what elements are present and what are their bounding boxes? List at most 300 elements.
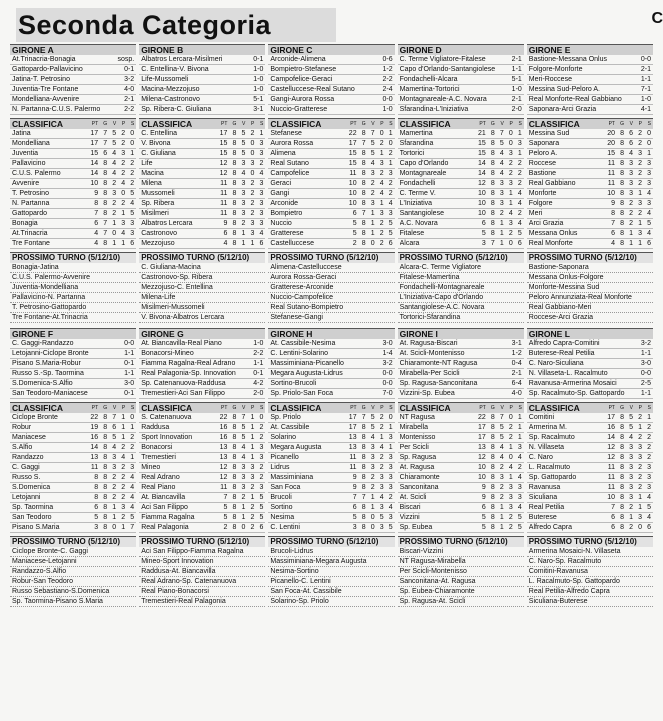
next-match: C. Giuliana-Macina	[139, 263, 265, 273]
stat-value: 3	[638, 514, 642, 521]
standing-row	[268, 463, 394, 473]
result-row	[268, 105, 394, 115]
standing-row	[139, 443, 265, 453]
match-score: 1-0	[253, 76, 264, 83]
team-name: Brucoli	[270, 494, 292, 501]
next-match: Sanconitana-At. Ragusa	[398, 577, 524, 587]
stat-value: 2	[112, 200, 117, 207]
standing-row	[527, 503, 653, 513]
team-name: Maniacese	[12, 434, 46, 441]
stat-value: 2	[638, 464, 642, 471]
stat-value: 8	[620, 424, 624, 431]
stat-value: 8	[103, 464, 108, 471]
stat-value: 0	[508, 130, 513, 137]
standing-row	[268, 453, 394, 463]
stat-value: 1	[250, 240, 255, 247]
column-header: PT	[221, 405, 228, 411]
standing-row	[527, 159, 653, 169]
standing-row	[139, 433, 265, 443]
column-header: P	[121, 405, 126, 411]
stat-value: 4	[647, 210, 651, 217]
match-score: 0-1	[253, 56, 264, 63]
stat-value: 8	[490, 454, 495, 461]
stat-value: 8	[232, 434, 237, 441]
stat-value: 8	[232, 240, 237, 247]
stat-value: 3	[250, 464, 255, 471]
stat-value: 9	[94, 190, 99, 197]
stat-value: 8	[490, 150, 495, 157]
stat-value: 2	[121, 160, 126, 167]
standing-row	[398, 443, 524, 453]
stat-value: 4	[130, 474, 135, 481]
stat-value: 1	[379, 150, 384, 157]
next-match: San Foca-At. Cassibile	[268, 587, 394, 597]
standing-row	[10, 453, 136, 463]
match-score: 2-1	[511, 56, 522, 63]
result-row	[398, 75, 524, 85]
stat-value: 10	[607, 190, 615, 197]
stat-value: 5	[517, 514, 522, 521]
team-name: Tre Fontane	[12, 240, 50, 247]
stat-value: 2	[370, 180, 375, 187]
edge-letter: C	[651, 10, 663, 27]
stat-value: 3	[638, 230, 642, 237]
match-score: 3-0	[640, 360, 651, 367]
match-score: 0-0	[382, 96, 393, 103]
team-name: Monforte	[528, 190, 557, 197]
stat-value: 3	[370, 200, 375, 207]
stat-value: 0	[130, 414, 135, 421]
column-header: V	[242, 121, 246, 127]
match-score: 3-1	[253, 106, 264, 113]
next-match: Sp. Eubea-Chiaramonte	[398, 587, 524, 597]
result-row	[398, 389, 524, 399]
stat-value: 3	[517, 444, 522, 451]
standing-row	[10, 239, 136, 249]
match-name: C. Naro-Siculiana	[528, 360, 584, 367]
stat-value: 8	[103, 504, 108, 511]
stat-value: 2	[259, 424, 264, 431]
stat-value: 3	[259, 150, 264, 157]
team-name: At. Biancavilla	[141, 494, 186, 501]
stat-value: 6	[352, 504, 357, 511]
next-match: Bastione-Saponara	[527, 263, 653, 273]
stat-value: 2	[508, 230, 513, 237]
match-name: At. Biancavilla-Real Piano	[141, 340, 222, 347]
stat-value: 2	[379, 140, 384, 147]
stat-value: 14	[478, 170, 486, 177]
girone-header: GIRONE B	[139, 44, 265, 55]
match-score: 0-0	[382, 380, 393, 387]
next-match: Maniacese-Letojanni	[10, 557, 136, 567]
column-header: P	[380, 405, 384, 411]
prossimo-header: PROSSIMO TURNO (5/12/10)	[398, 536, 524, 547]
stat-value: 8	[361, 240, 366, 247]
girone-block	[139, 328, 265, 607]
stat-value: 5	[352, 220, 357, 227]
stat-value: 5	[629, 424, 633, 431]
match-score: 0-4	[511, 360, 522, 367]
result-row	[398, 369, 524, 379]
stat-value: 2	[223, 524, 228, 531]
match-name: At. Scicli-Montenisso	[399, 350, 465, 357]
stat-value: 2	[130, 180, 135, 187]
stat-value: 8	[103, 454, 108, 461]
team-name: Pallavicino	[12, 160, 46, 167]
stat-value: 13	[219, 444, 228, 451]
stat-value: 4	[112, 150, 117, 157]
stat-value: 3	[647, 474, 651, 481]
standing-row	[268, 209, 394, 219]
stat-value: 8	[361, 130, 366, 137]
standing-row	[527, 443, 653, 453]
stat-value: 4	[241, 444, 246, 451]
stat-value: 17	[348, 414, 357, 421]
stat-value: 4	[130, 484, 135, 491]
standing-row	[398, 513, 524, 523]
stat-value: 4	[259, 230, 264, 237]
prossimo-header: PROSSIMO TURNO (5/12/10)	[268, 536, 394, 547]
team-name: Tremestieri	[141, 454, 176, 461]
stat-value: 3	[629, 494, 633, 501]
stat-value: 3	[388, 474, 393, 481]
match-name: Milena-Castronovo	[141, 96, 200, 103]
stat-value: 5	[370, 150, 375, 157]
column-header: S	[130, 121, 135, 127]
team-name: Armerina M.	[528, 424, 567, 431]
stat-value: 2	[121, 484, 126, 491]
standing-row	[139, 413, 265, 423]
column-header: V	[629, 405, 633, 411]
result-row	[268, 379, 394, 389]
stat-value: 1	[499, 504, 504, 511]
stat-value: 3	[638, 454, 642, 461]
team-name: Sanconitana	[399, 484, 439, 491]
classifica-columns	[477, 403, 522, 413]
stat-value: 4	[647, 230, 651, 237]
stat-value: 3	[647, 484, 651, 491]
stat-value: 8	[103, 474, 108, 481]
column-header: V	[629, 121, 633, 127]
match-name: Real Monforte-Real Gabbiano	[528, 96, 622, 103]
stat-value: 3	[499, 200, 504, 207]
stat-value: 10	[348, 180, 357, 187]
stat-value: 6	[94, 220, 99, 227]
result-row	[268, 369, 394, 379]
stat-value: 3	[508, 484, 513, 491]
stat-value: 1	[508, 474, 513, 481]
stat-value: 17	[478, 434, 486, 441]
classifica-columns	[218, 403, 263, 413]
stat-value: 8	[620, 464, 624, 471]
stat-value: 3	[388, 514, 393, 521]
stat-value: 5	[629, 414, 633, 421]
stat-value: 2	[647, 444, 651, 451]
team-name: Sp. Ragusa	[399, 454, 437, 461]
classifica-header	[268, 402, 394, 413]
stat-value: 8	[94, 200, 99, 207]
match-name: Fiamma Ragalna-Real Adrano	[141, 360, 236, 367]
match-score: 1-1	[253, 360, 264, 367]
column-header: G	[103, 405, 108, 411]
stat-value: 3	[647, 464, 651, 471]
stat-value: 2	[638, 130, 642, 137]
team-name: Per Scicli	[399, 444, 429, 451]
stat-value: 2	[370, 484, 375, 491]
match-name: S.Domenica-S.Alfio	[12, 380, 73, 387]
standing-row	[527, 179, 653, 189]
classifica-header	[139, 402, 265, 413]
match-score: 1-4	[382, 350, 393, 357]
next-match: Randazzo-S.Alfio	[10, 567, 136, 577]
column-header: G	[232, 405, 237, 411]
match-score: 5-1	[253, 96, 264, 103]
standing-row	[527, 219, 653, 229]
next-match: Real Petilia-Alfredo Capra	[527, 587, 653, 597]
stat-value: 5	[130, 210, 135, 217]
stat-value: 11	[349, 454, 357, 461]
team-name: N. Partanna	[12, 200, 50, 207]
standing-row	[398, 129, 524, 139]
next-match: Aurora Rossa-Geraci	[268, 273, 394, 283]
stat-value: 4	[517, 504, 522, 511]
stat-value: 7	[361, 494, 366, 501]
stat-value: 8	[490, 210, 495, 217]
stat-value: 3	[629, 160, 633, 167]
stat-value: 14	[90, 160, 99, 167]
standing-row	[398, 413, 524, 423]
stat-value: 8	[620, 414, 624, 421]
stat-value: 3	[499, 474, 504, 481]
standing-row	[10, 169, 136, 179]
next-match: Real Gabbiano-Meri	[527, 303, 653, 313]
stat-value: 5	[94, 514, 99, 521]
stat-value: 3	[638, 150, 642, 157]
match-score: 0-0	[124, 340, 135, 347]
stat-value: 0	[112, 524, 117, 531]
stat-value: 8	[361, 434, 366, 441]
team-name: Gratterese	[270, 230, 304, 237]
stat-value: 8	[620, 494, 624, 501]
team-name: Saponara	[528, 140, 560, 147]
stat-value: 6	[112, 424, 117, 431]
stat-value: 6	[103, 150, 108, 157]
stat-value: 13	[478, 444, 486, 451]
stat-value: 4	[241, 170, 246, 177]
stat-value: 2	[130, 170, 135, 177]
stat-value: 1	[638, 424, 642, 431]
stat-value: 3	[647, 170, 651, 177]
stat-value: 8	[361, 484, 366, 491]
standing-row	[398, 453, 524, 463]
result-row	[10, 359, 136, 369]
stat-value: 1	[112, 220, 117, 227]
standing-row	[398, 483, 524, 493]
team-name: C. Giuliana	[141, 150, 176, 157]
stat-value: 5	[499, 140, 504, 147]
stat-value: 5	[370, 140, 375, 147]
stat-value: 8	[232, 424, 237, 431]
column-header: V	[242, 405, 246, 411]
stat-value: 12	[478, 180, 486, 187]
result-row	[527, 95, 653, 105]
match-score: 5-1	[511, 76, 522, 83]
stat-value: 8	[490, 190, 495, 197]
result-row	[527, 339, 653, 349]
standing-row	[10, 209, 136, 219]
stat-value: 2	[517, 160, 522, 167]
stat-value: 3	[241, 474, 246, 481]
standing-row	[527, 189, 653, 199]
result-row	[10, 339, 136, 349]
classifica-label: CLASSIFICA	[12, 403, 63, 413]
stat-value: 0	[121, 190, 126, 197]
stat-value: 3	[388, 484, 393, 491]
standing-row	[268, 433, 394, 443]
result-row	[527, 389, 653, 399]
match-name: C. Entellina-V. Bivona	[141, 66, 209, 73]
match-score: 1-0	[382, 106, 393, 113]
column-header: P	[251, 121, 255, 127]
stat-value: 8	[490, 514, 495, 521]
stat-value: 5	[112, 434, 117, 441]
team-name: Meri	[528, 210, 543, 217]
team-name: NT Ragusa	[399, 414, 435, 421]
match-score: 3-2	[640, 340, 651, 347]
result-row	[398, 65, 524, 75]
stat-value: 8	[103, 514, 108, 521]
stat-value: 3	[647, 200, 651, 207]
team-name: Megara Augusta	[270, 444, 322, 451]
result-row	[10, 349, 136, 359]
match-score: 2-0	[253, 390, 264, 397]
stat-value: 3	[638, 444, 642, 451]
stat-value: 1	[121, 424, 126, 431]
stat-value: 11	[220, 180, 228, 187]
stat-value: 0	[370, 514, 375, 521]
standing-row	[527, 523, 653, 533]
stat-value: 6	[223, 230, 228, 237]
stat-value: 1	[638, 504, 642, 511]
stat-value: 9	[481, 484, 486, 491]
match-name: At.Trinacria-Bonagia	[12, 56, 76, 63]
stat-value: 5	[259, 494, 264, 501]
team-name: At. Scicli	[399, 494, 427, 501]
result-row	[268, 95, 394, 105]
stat-value: 2	[352, 240, 357, 247]
match-score: 2-2	[124, 106, 135, 113]
stat-value: 3	[508, 150, 513, 157]
stat-value: 5	[352, 514, 357, 521]
stat-value: 0	[250, 150, 255, 157]
team-name: Messana Onlus	[528, 230, 578, 237]
stat-value: 3	[481, 240, 486, 247]
standing-row	[139, 199, 265, 209]
stat-value: 2	[499, 464, 504, 471]
stat-value: 7	[241, 414, 246, 421]
stat-value: 8	[232, 190, 237, 197]
stat-value: 8	[94, 474, 99, 481]
stat-value: 0	[508, 140, 513, 147]
stat-value: 11	[607, 170, 615, 177]
next-match: Pallavicino-N. Partanna	[10, 293, 136, 303]
stat-value: 5	[481, 514, 486, 521]
stat-value: 3	[241, 464, 246, 471]
standing-row	[10, 139, 136, 149]
result-row	[527, 379, 653, 389]
standing-row	[527, 239, 653, 249]
team-name: C. Entellina	[141, 130, 177, 137]
match-score: 3-0	[124, 380, 135, 387]
stat-value: 1	[517, 414, 522, 421]
prossimo-header: PROSSIMO TURNO (5/12/10)	[10, 252, 136, 263]
stat-value: 1	[370, 210, 375, 217]
stat-value: 8	[232, 494, 237, 501]
team-name: Real Piano	[141, 484, 176, 491]
stat-value: 3	[259, 200, 264, 207]
team-name: T. Petrosino	[12, 190, 49, 197]
stat-value: 6	[259, 240, 264, 247]
stat-value: 2	[388, 494, 393, 501]
team-name: Bonacorsi	[141, 444, 173, 451]
stat-value: 3	[388, 210, 393, 217]
stat-value: 0	[130, 130, 135, 137]
stat-value: 4	[499, 454, 504, 461]
stat-value: 8	[490, 444, 495, 451]
column-header: S	[389, 121, 393, 127]
match-name: Bompietro-Stefanese	[270, 66, 337, 73]
stat-value: 8	[361, 170, 366, 177]
team-name: Real Adrano	[141, 474, 180, 481]
stat-value: 1	[250, 494, 255, 501]
standing-row	[268, 473, 394, 483]
stat-value: 3	[112, 454, 117, 461]
team-name: Sp. Eubea	[399, 524, 433, 531]
stat-value: 14	[90, 444, 99, 451]
standing-row	[398, 523, 524, 533]
stat-value: 2	[508, 524, 513, 531]
match-name: Sp. Ragusa-Sanconitana	[399, 380, 478, 387]
stat-value: 8	[232, 200, 237, 207]
stat-value: 5	[112, 130, 117, 137]
stat-value: 11	[349, 464, 357, 471]
stat-value: 8	[620, 140, 624, 147]
stat-value: 10	[478, 210, 486, 217]
next-match: Aci San Filippo-Fiamma Ragalna	[139, 547, 265, 557]
stat-value: 8	[620, 170, 624, 177]
stat-value: 11	[220, 210, 228, 217]
stat-value: 17	[478, 424, 486, 431]
stat-value: 7	[611, 504, 615, 511]
stat-value: 9	[352, 484, 357, 491]
stat-value: 15	[219, 140, 228, 147]
stat-value: 12	[219, 170, 228, 177]
team-name: Arci Grazia	[528, 220, 564, 227]
result-row	[139, 389, 265, 399]
stat-value: 8	[490, 220, 495, 227]
stat-value: 8	[490, 130, 495, 137]
next-match: Monforte-Messina Sud	[527, 283, 653, 293]
result-row	[268, 55, 394, 65]
match-name: Jatina-T. Petrosino	[12, 76, 70, 83]
team-name: Real Palagonia	[141, 524, 189, 531]
team-name: Sp. Taormina	[12, 504, 54, 511]
team-name: Castelluccese	[270, 240, 314, 247]
match-name: At. Ragusa-Biscari	[399, 340, 458, 347]
team-name: Sp. Gattopardo	[528, 474, 577, 481]
next-match: Misilmeri-Mussomeli	[139, 303, 265, 313]
stat-value: 3	[499, 190, 504, 197]
